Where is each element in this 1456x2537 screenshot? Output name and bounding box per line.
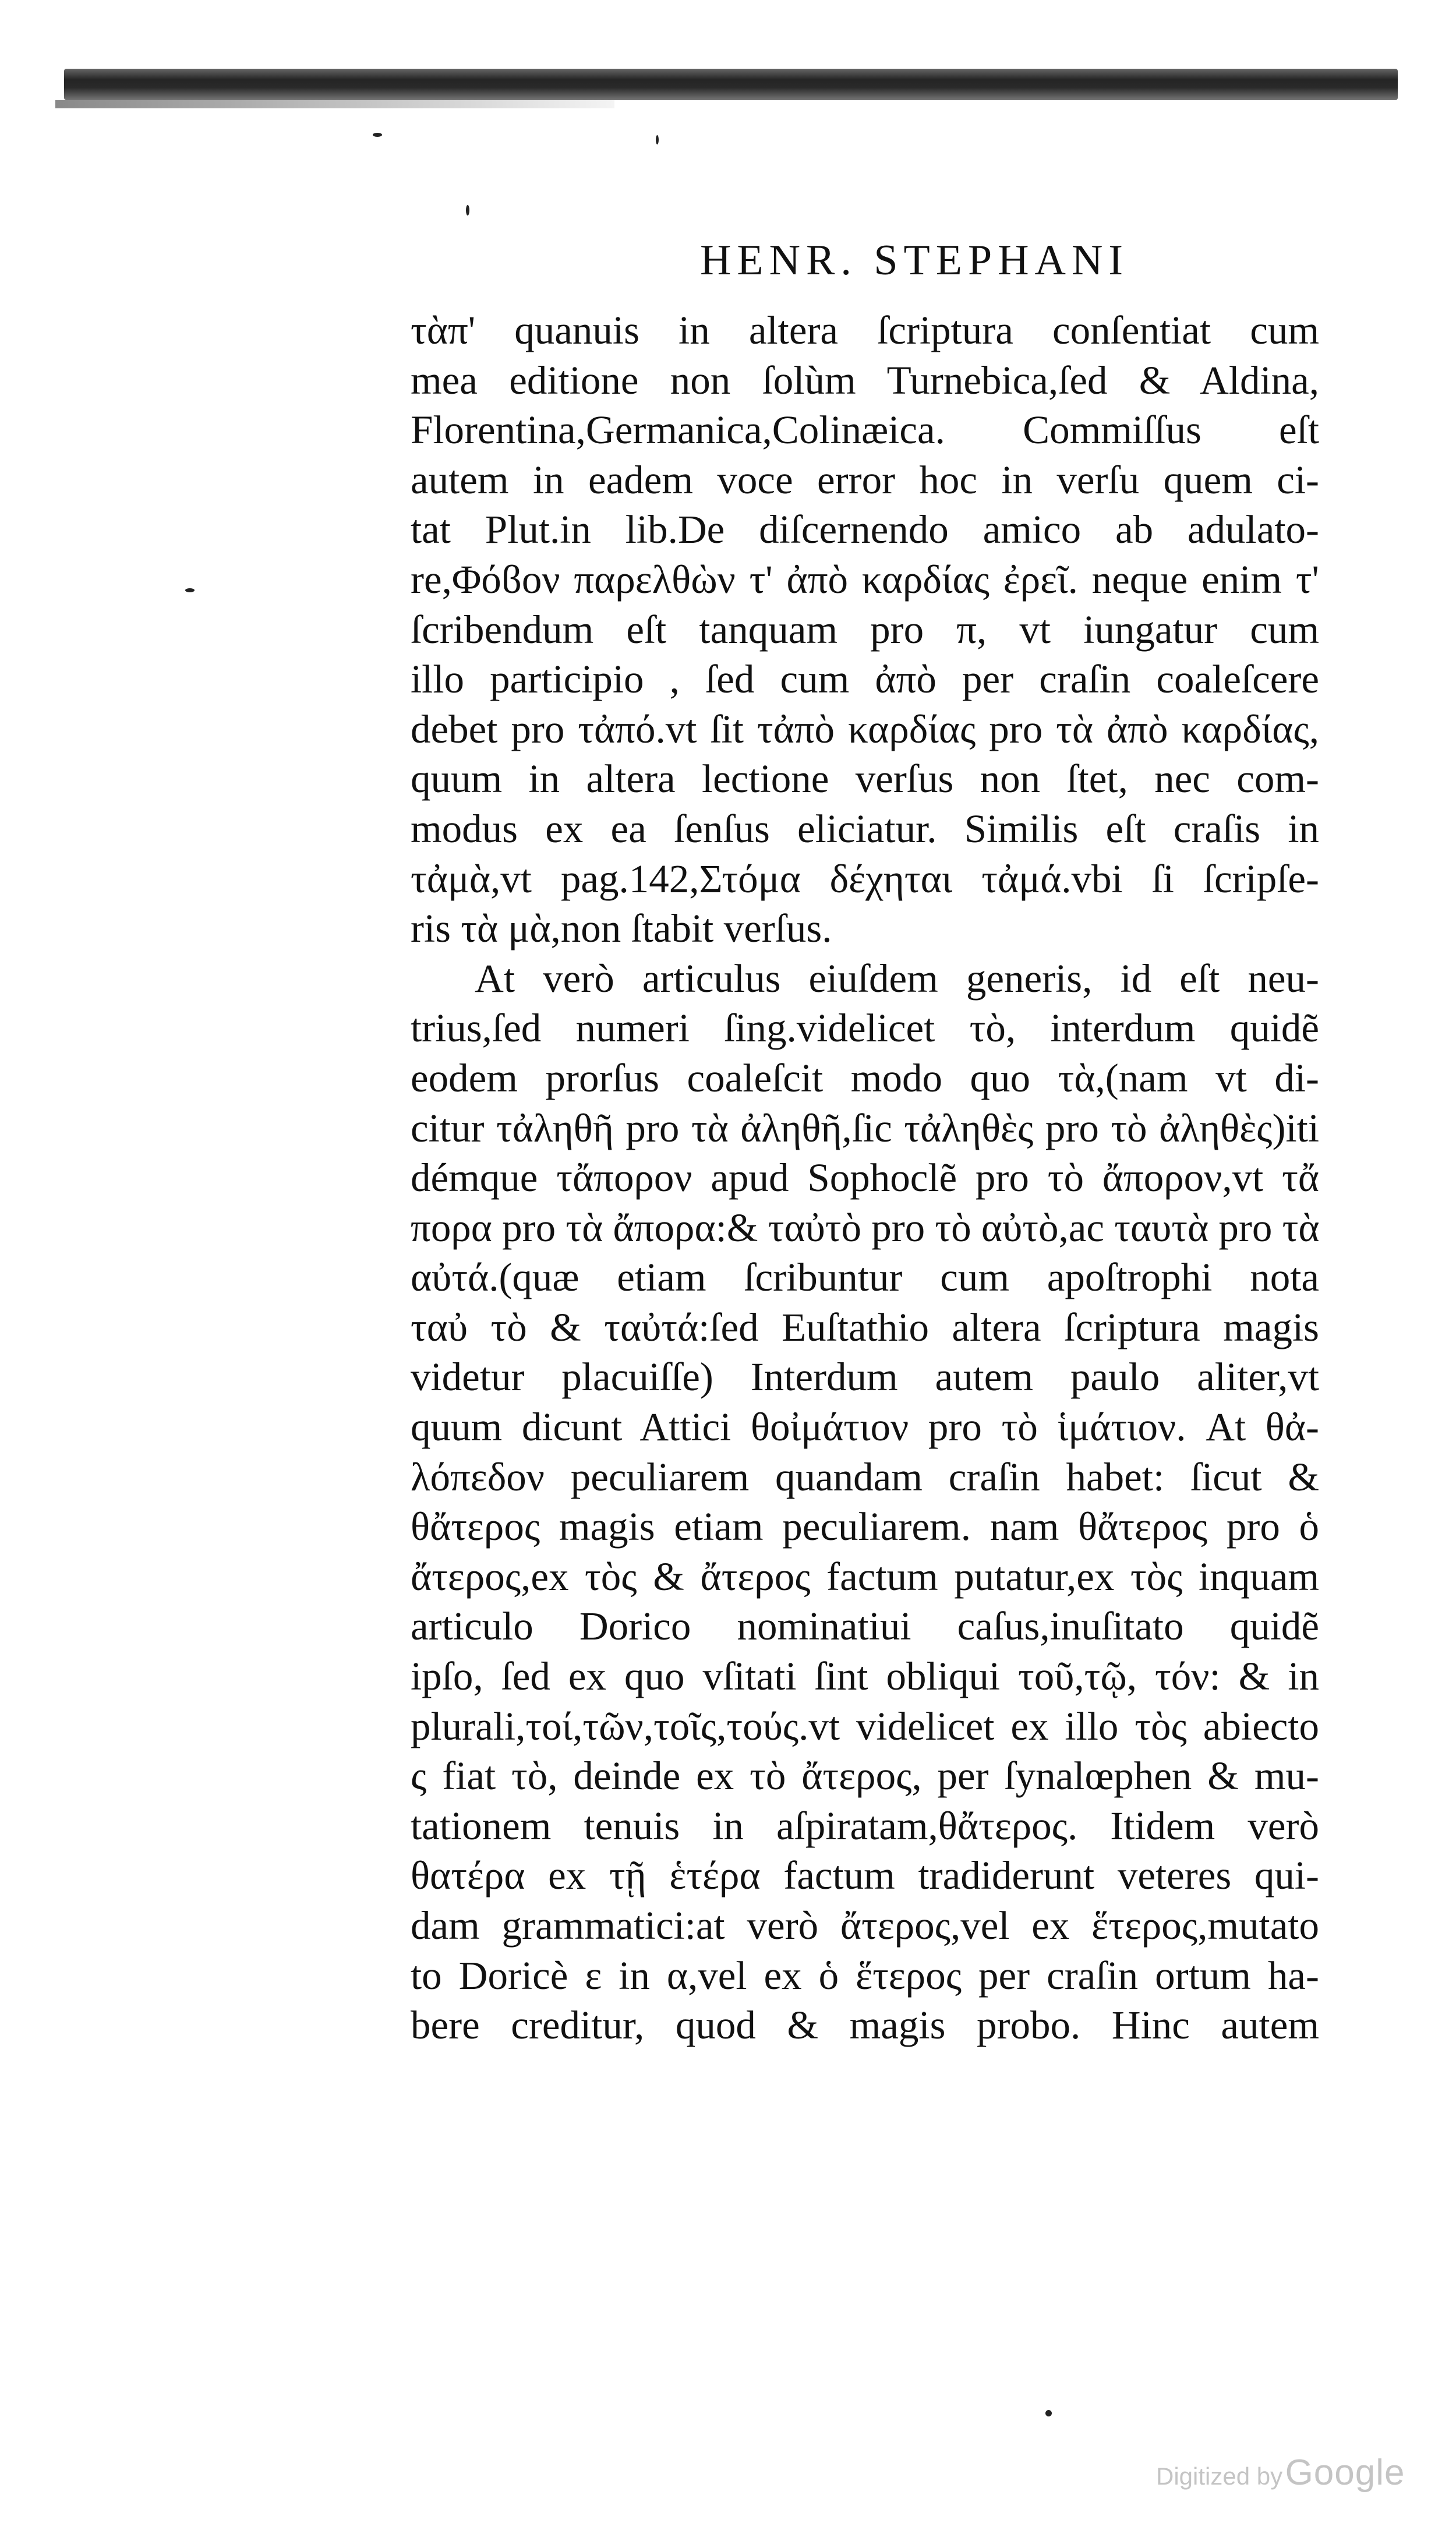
text-line: λόπεδον peculiarem quandam craſin habet: ſicut & <box>411 1454 1319 1499</box>
ink-speck <box>185 588 195 592</box>
text-line: modus ex ea ſenſus eliciatur. Similis eſt craſis in <box>411 806 1319 851</box>
running-head: HENR. STEPHANI <box>699 236 1129 284</box>
text-line: plurali,τοί,τῶν,τοῖς,τούς.vt videlicet ex illo τὸς abiecto <box>411 1704 1319 1748</box>
text-line: videtur placuiſſe) Interdum autem paulo aliter,vt <box>411 1355 1319 1400</box>
digitized-by-google-watermark <box>1156 2452 1405 2493</box>
text-line: re,Φόϐον παρελθὼν τ' ἀπὸ καρδίας ἐρεῖ. neque enim τ' <box>411 557 1319 602</box>
text-line: to Doricè ε in α,vel ex ὁ ἕτερος per craſin ortum ha- <box>411 1953 1319 1998</box>
text-line: θατέρα ex τῇ ἑτέρα factum tradiderunt veteres qui- <box>411 1853 1319 1898</box>
text-line: πορα pro τὰ ἄπορα:& ταὐτὸ pro τὸ αὐτὸ,ac ταυτὰ pro τὰ <box>411 1205 1319 1250</box>
text-line: ris τὰ μὰ,non ſtabit verſus. <box>411 906 832 951</box>
text-line: tationem tenuis in aſpiratam,θἄτερος. Itidem verò <box>411 1803 1319 1848</box>
text-line: démque τἄπορον apud Sophoclẽ pro τὸ ἄπορον,vt τἄ <box>411 1156 1319 1200</box>
text-line: ς fiat τὸ, deinde ex τὸ ἄτερος, per ſynalœphen & mu- <box>411 1754 1319 1798</box>
watermark-prefix: Digitized by <box>1156 2462 1283 2490</box>
text-line: tat Plut.in lib.De diſcernendo amico ab adulato- <box>411 507 1319 552</box>
body-text <box>411 306 1319 2051</box>
ink-speck <box>373 133 382 137</box>
text-line: quum in altera lectione verſus non ſtet, nec com- <box>411 757 1319 801</box>
text-line: αὐτά.(quæ etiam ſcribuntur cum apoſtrophi nota <box>411 1255 1319 1300</box>
text-line: illo participio , ſed cum ἀπὸ per craſin coaleſcere <box>411 657 1319 702</box>
text-line: autem in eadem voce error hoc in verſu quem ci- <box>411 457 1319 502</box>
ink-speck <box>656 135 659 144</box>
watermark-brand: Google <box>1285 2453 1405 2493</box>
text-line: At verò articulus eiuſdem generis, id eſt neu- <box>475 956 1319 1001</box>
text-line: Florentina,Germanica,Colinæica. Commiſſus eſt <box>411 408 1319 453</box>
ink-speck <box>1045 2410 1052 2416</box>
text-line: θἄτερος magis etiam peculiarem. nam θἄτερος pro ὁ <box>411 1504 1319 1549</box>
text-line: bere creditur, quod & magis probo. Hinc autem <box>411 2003 1319 2048</box>
text-line: mea editione non ſolùm Turnebica,ſed & Aldina, <box>411 358 1319 402</box>
text-line: articulo Dorico nominatiui caſus,inuſitato quidẽ <box>411 1604 1319 1649</box>
text-line: τἀμὰ,vt pag.142,Στόμα δέχηται τἀμά.vbi ſi ſcripſe- <box>411 856 1319 901</box>
text-line: debet pro τἀπό.vt ſit τἀπὸ καρδίας pro τὰ ἀπὸ καρδίας, <box>411 706 1319 751</box>
ink-speck <box>466 205 469 215</box>
text-line: trius,ſed numeri ſing.videlicet τὸ, interdum quidẽ <box>411 1006 1319 1051</box>
text-line: ipſo, ſed ex quo vſitati ſint obliqui τοῦ,τῷ, τόν: & in <box>411 1654 1319 1699</box>
text-line: dam grammatici:at verò ἄτερος,vel ex ἕτερος,mutato <box>411 1903 1319 1948</box>
top-rule-streak <box>55 100 614 108</box>
text-line: ἄτερος,ex τὸς & ἄτερος factum putatur,ex τὸς inquam <box>411 1554 1319 1599</box>
top-rule <box>64 69 1398 100</box>
text-line: citur τἀληθῆ pro τὰ ἀληθῆ,ſic τἀληθὲς pro τὸ ἀληθὲς)iti <box>411 1105 1319 1150</box>
text-line: eodem prorſus coaleſcit modo quo τὰ,(nam vt di- <box>411 1055 1319 1100</box>
text-line: ταὐ τὸ & ταὐτά:ſed Euſtathio altera ſcriptura magis <box>411 1305 1319 1349</box>
text-line: quum dicunt Attici θοἰμάτιον pro τὸ ἱμάτιον. At θἀ- <box>411 1405 1319 1450</box>
text-line: τὰπ' quanuis in altera ſcriptura conſentiat cum <box>411 308 1319 352</box>
text-line: ſcribendum eſt tanquam pro π, vt iungatur cum <box>411 607 1319 652</box>
